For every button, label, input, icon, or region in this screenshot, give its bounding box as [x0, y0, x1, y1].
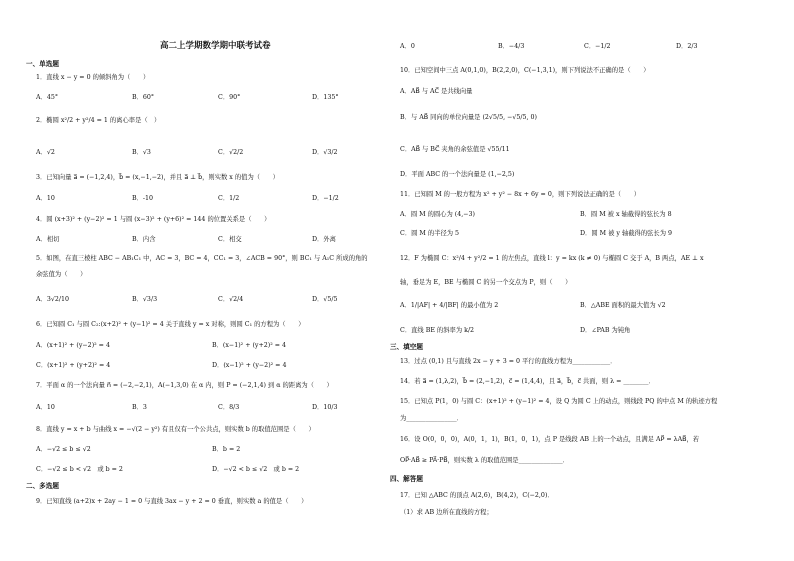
answer-option: C．√2/2 — [218, 149, 244, 156]
answer-option: B．△ABE 面积的最大值为 √2 — [580, 302, 666, 309]
question-text: 为________________． — [400, 415, 463, 422]
answer-option: D．2/3 — [676, 43, 698, 50]
section-heading: 三、填空题 — [390, 343, 423, 351]
answer-option: D．∠PAB 为钝角 — [580, 327, 631, 334]
answer-option: A．相切 — [36, 236, 60, 243]
question-text: （1）求 AB 边所在直线的方程； — [400, 509, 493, 516]
answer-option: A．45° — [36, 94, 59, 101]
answer-option: D．10/3 — [312, 404, 338, 411]
question-text: 1．直线 x − y = 0 的倾斜角为（ ） — [36, 74, 150, 81]
answer-option: B．内含 — [132, 236, 156, 243]
question-text: 13．过点 (0,1) 且与直线 2x − y + 3 = 0 平行的直线方程为____________． — [400, 358, 617, 365]
answer-option: A．1/|AF| + 4/|BF| 的最小值为 2 — [400, 302, 499, 309]
section-heading: 二、多选题 — [26, 482, 59, 490]
answer-option: B．√3 — [132, 149, 151, 156]
answer-option: A．−√2 ≤ b ≤ √2 — [36, 446, 91, 453]
answer-option: D．外离 — [312, 236, 336, 243]
question-text: 12．F 为椭圆 C：x²/4 + y²/2 = 1 的左焦点，直线 l：y = kx (k ≠ 0) 与椭圆 C 交于 A，B 两点，AE ⊥ x — [400, 255, 704, 262]
page-title: 高二上学期数学期中联考试卷 — [160, 41, 271, 51]
question-text: 11．已知圆 M 的一般方程为 x² + y² − 8x + 6y = 0，则下列说法正确的是（ ） — [400, 191, 640, 198]
question-text: B．与 AB⃗ 同向的单位向量是 (2√5/5, −√5/5, 0) — [400, 114, 537, 121]
answer-option: C．相交 — [218, 236, 242, 243]
answer-option: D．−1/2 — [312, 195, 339, 202]
answer-option: C．8/3 — [218, 404, 240, 411]
question-text: 2．椭圆 x²/2 + y²/4 = 1 的离心率是（ ） — [36, 117, 161, 124]
answer-option: B．3 — [132, 404, 147, 411]
answer-option: B．-10 — [132, 195, 154, 202]
answer-option: A．10 — [36, 404, 55, 411]
question-text: 8．直线 y = x + b 与曲线 x = −√(2 − y²) 有且仅有一个公共点，则实数 b 的取值范围是（ ） — [36, 426, 315, 433]
answer-option: A．(x+1)² + (y−2)² = 4 — [36, 342, 110, 349]
section-heading: 一、单选题 — [26, 60, 59, 68]
answer-option: C．√2/4 — [218, 296, 244, 303]
answer-option: C．(x+1)² + (y+2)² = 4 — [36, 362, 111, 369]
question-text: 16．设 O(0，0，0)，A(0，1，1)，B(1，0，1)，点 P 是线段 AB 上的一个动点，且满足 AP⃗ = λAB⃗，若 — [400, 436, 700, 443]
answer-option: D．(x−1)² + (y−2)² = 4 — [212, 362, 287, 369]
answer-option: C．−1/2 — [584, 43, 611, 50]
answer-option: B．圆 M 被 x 轴截得的弦长为 8 — [580, 211, 672, 218]
answer-option: B．b = 2 — [212, 446, 241, 453]
question-text: 轴，垂足为 E，BE 与椭圆 C 的另一个交点为 P，则（ ） — [400, 279, 572, 286]
question-text: 余弦值为（ ） — [36, 271, 87, 278]
question-text: 7．平面 α 的一个法向量 n⃗ = (−2,−2,1)，A(−1,3,0) 在 α 内，则 P = (−2,1,4) 到 α 的距离为（ ） — [36, 382, 333, 389]
answer-option: D．√3/2 — [312, 149, 338, 156]
question-text: 9．已知直线 (a+2)x + 2ay − 1 = 0 与直线 3ax − y + 2 = 0 垂直，则实数 a 的值是（ ） — [36, 498, 308, 505]
question-text: 14．若 a⃗ = (1,λ,2)，b⃗ = (2,−1,2)，c⃗ = (1,4,4)，且 a⃗，b⃗，c⃗ 共面，则 λ = ________． — [400, 378, 655, 385]
question-text: 6．已知圆 C₁ 与圆 C₂:(x+2)² + (y−1)² = 4 关于直线 y = x 对称，则圆 C₁ 的方程为（ ） — [36, 321, 305, 328]
question-text: 10．已知空间中三点 A(0,1,0)，B(2,2,0)，C(−1,3,1)，则下列说法不正确的是（ ） — [400, 67, 650, 74]
question-text: 4．圆 (x+3)² + (y−2)² = 1 与圆 (x−3)² + (y+6)² = 144 的位置关系是（ ） — [36, 216, 271, 223]
answer-option: D．√5/5 — [312, 296, 338, 303]
question-text: 3．已知向量 a⃗ = (−1,2,4)，b⃗ = (x,−1,−2)，并且 a⃗ ⊥ b⃗，则实数 x 的值为（ ） — [36, 174, 279, 181]
question-text: C．AB⃗ 与 BC⃗ 夹角的余弦值是 √55/11 — [400, 146, 510, 153]
answer-option: A．圆 M 的圆心为 (4,−3) — [400, 211, 475, 218]
answer-option: A．√2 — [36, 149, 55, 156]
answer-option: B．−4/3 — [498, 43, 525, 50]
answer-option: C．90° — [218, 94, 241, 101]
answer-option: C．圆 M 的半径为 5 — [400, 230, 460, 237]
question-text: A．AB⃗ 与 AC⃗ 是共线向量 — [400, 88, 473, 95]
question-text: 17．已知 △ABC 的顶点 A(2,6)，B(4,2)，C(−2,0)． — [400, 492, 554, 499]
answer-option: B．60° — [132, 94, 155, 101]
answer-option: D．−√2 < b ≤ √2 或 b = 2 — [212, 466, 300, 473]
section-heading: 四、解答题 — [390, 475, 423, 483]
answer-option: C．直线 BE 的斜率为 k/2 — [400, 327, 475, 334]
answer-option: A．3√2/10 — [36, 296, 70, 303]
answer-option: B．(x−1)² + (y+2)² = 4 — [212, 342, 287, 349]
question-text: 5．如图，在直三棱柱 ABC − AB₁C₁ 中，AC = 3，BC = 4，CC₁ = 3，∠ACB = 90°，则 BC₁ 与 A₁C 所成的角的 — [36, 255, 368, 262]
answer-option: A．0 — [400, 43, 415, 50]
question-text: 15．已知点 P(1，0) 与圆 C：(x+1)² + (y−1)² = 4，设 Q 为圆 C 上的动点，则线段 PQ 的中点 M 的轨迹方程 — [400, 398, 718, 405]
question-text: D．平面 ABC 的一个法向量是 (1,−2,5) — [400, 171, 515, 178]
answer-option: B．√3/3 — [132, 296, 158, 303]
answer-option: C．−√2 ≤ b < √2 或 b = 2 — [36, 466, 123, 473]
answer-option: D．圆 M 被 y 轴截得的弦长为 9 — [580, 230, 673, 237]
answer-option: C．1/2 — [218, 195, 240, 202]
answer-option: A．10 — [36, 195, 55, 202]
answer-option: D．135° — [312, 94, 339, 101]
question-text: OP⃗·AB⃗ ≥ PA⃗·PB⃗，则实数 λ 的取值范围是______________． — [400, 457, 569, 464]
